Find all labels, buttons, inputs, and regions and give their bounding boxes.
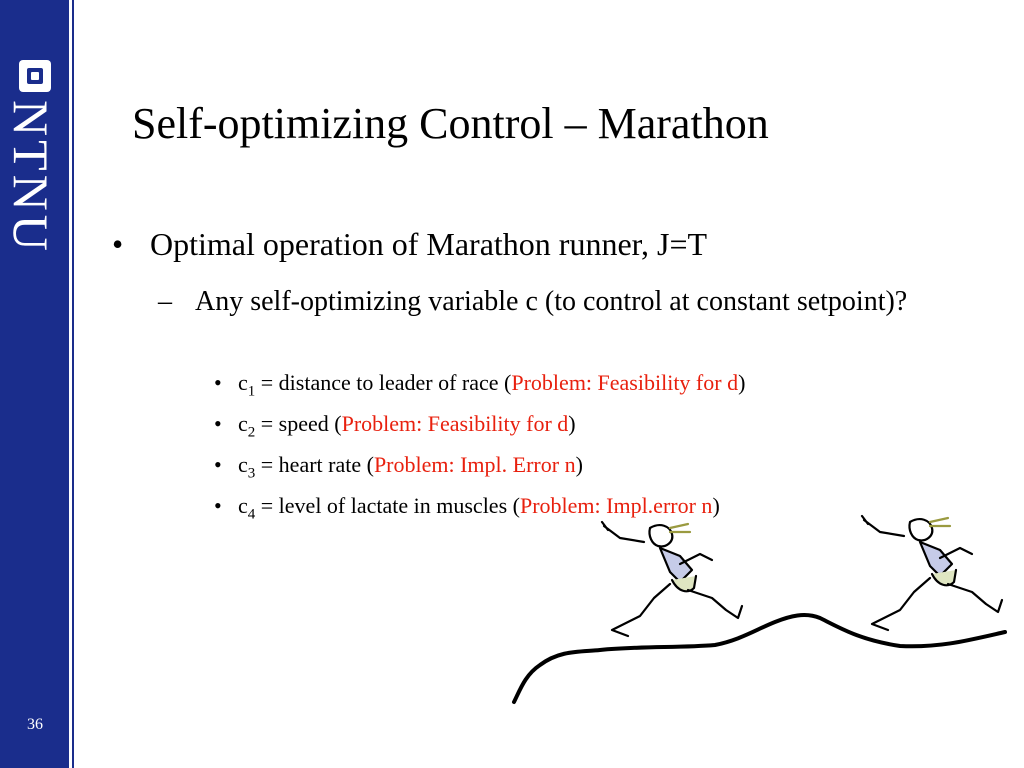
variable: c bbox=[238, 411, 248, 436]
problem-text: Problem: Impl. Error n bbox=[373, 452, 576, 477]
bullet-mark: • bbox=[214, 411, 222, 436]
hill-line-icon bbox=[514, 615, 1005, 702]
runner-icon bbox=[862, 516, 1002, 630]
description: = distance to leader of race ( bbox=[255, 370, 512, 395]
variable-subscript: 4 bbox=[247, 506, 256, 523]
runner-icon bbox=[602, 522, 742, 636]
variable-subscript: 2 bbox=[247, 424, 256, 441]
bullet-mark: • bbox=[214, 452, 222, 477]
problem-text: Problem: Feasibility for d bbox=[511, 370, 739, 395]
description: = heart rate ( bbox=[255, 452, 374, 477]
runners-illustration bbox=[500, 500, 1024, 720]
variable-subscript: 1 bbox=[247, 383, 256, 400]
close-paren: ) bbox=[738, 370, 746, 395]
close-paren: ) bbox=[568, 411, 576, 436]
bullet-mark: • bbox=[112, 226, 124, 262]
slide-title: Self-optimizing Control – Marathon bbox=[132, 99, 769, 148]
bullet-text: Any self-optimizing variable c (to control at constant setpoint)? bbox=[195, 286, 908, 317]
ntnu-logo-text: NTNU bbox=[3, 100, 59, 255]
description: = speed ( bbox=[255, 411, 342, 436]
variable: c bbox=[238, 493, 248, 518]
close-paren: ) bbox=[575, 452, 583, 477]
sidebar bbox=[0, 0, 69, 768]
sub-bullet-text bbox=[238, 411, 576, 441]
page-number: 36 bbox=[27, 716, 43, 733]
bullet-text: Optimal operation of Marathon runner, J=T bbox=[150, 226, 708, 262]
description: = level of lactate in muscles ( bbox=[255, 493, 520, 518]
sub-bullet-text bbox=[238, 452, 583, 482]
bullet-mark: • bbox=[214, 493, 222, 518]
problem-text: Problem: Feasibility for d bbox=[341, 411, 569, 436]
variable-subscript: 3 bbox=[247, 465, 256, 482]
close-paren: ) bbox=[712, 493, 720, 518]
sub-bullet-text bbox=[238, 370, 745, 400]
bullet-mark: • bbox=[214, 370, 222, 395]
ntnu-logo-icon bbox=[19, 60, 51, 92]
variable: c bbox=[238, 370, 248, 395]
dash-mark: – bbox=[158, 286, 172, 317]
variable: c bbox=[238, 452, 248, 477]
problem-text: Problem: Impl.error n bbox=[519, 493, 713, 518]
sidebar-edge bbox=[72, 0, 74, 768]
